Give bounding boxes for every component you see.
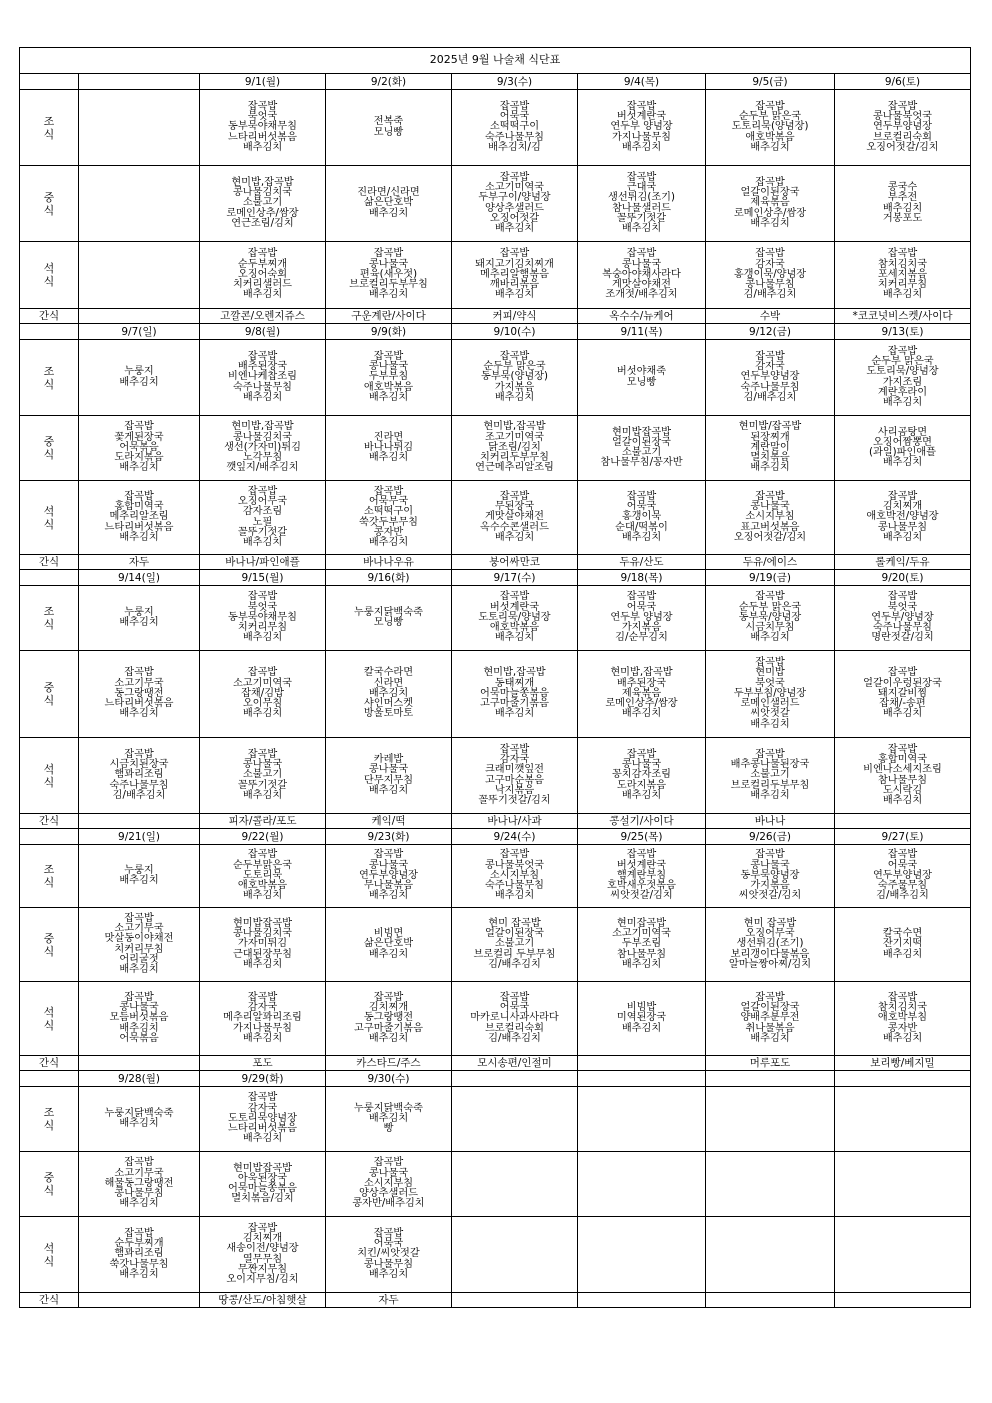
date-cell: 9/14(일) bbox=[79, 570, 200, 586]
menu-cell: 잡곡밥 콩나물국 꽁치감자조림 도라지볶음 배추김치 bbox=[578, 738, 706, 814]
snack-label: 간식 bbox=[20, 814, 79, 829]
snack-row bbox=[20, 555, 971, 570]
dinner-label: 석 식 bbox=[20, 982, 79, 1056]
menu-cell: 잡곡밥 소고기무국 해물동그랑땡전 콩나물무침 배추김치 bbox=[79, 1152, 200, 1217]
menu-cell bbox=[835, 1217, 971, 1293]
date-cell: 9/18(목) bbox=[578, 570, 706, 586]
date-cell: 9/6(토) bbox=[835, 74, 971, 90]
snack-cell: 보리빵/베지밀 bbox=[835, 1056, 971, 1071]
menu-cell: 잡곡밥 김치찌개 새송이전/양념장 열무무침 무짠지무침 오이지무침/김치 bbox=[200, 1217, 326, 1293]
snack-cell bbox=[79, 814, 200, 829]
breakfast-row bbox=[20, 586, 971, 651]
lunch-label: 중 식 bbox=[20, 166, 79, 242]
snack-cell: 고깔콘/오렌지쥬스 bbox=[200, 309, 326, 324]
menu-cell: 잡곡밥 오징어무국 감자조림 노필 꼴뚜기젓갈 배추김치 bbox=[200, 481, 326, 555]
menu-cell: 현미 잡곡밥 얼갈이된장국 소불고기 브로컬리 두부무침 김/배추김치 bbox=[452, 908, 578, 982]
date-cell: 9/9(화) bbox=[326, 324, 452, 340]
lunch-label: 중 식 bbox=[20, 416, 79, 481]
menu-cell: 잡곡밥 콩나물국 소시지부침 표고버섯볶음 오징어젓갈/김치 bbox=[706, 481, 835, 555]
menu-cell bbox=[706, 1217, 835, 1293]
snack-cell: 모시송편/인절미 bbox=[452, 1056, 578, 1071]
menu-cell: 칼국수라면 신라면 배추김치 샤인머스켓 방울토마토 bbox=[326, 651, 452, 738]
date-cell: 9/1(월) bbox=[200, 74, 326, 90]
snack-row bbox=[20, 1056, 971, 1071]
menu-cell: 잡곡밥 어묵국 소떡떡구이 숙주나물무침 배추김치/김 bbox=[452, 90, 578, 166]
snack-cell: 수박 bbox=[706, 309, 835, 324]
date-cell: 9/7(일) bbox=[79, 324, 200, 340]
menu-cell: 잡곡밥 북엇국 동부묵야채무침 치커리무침 배추김치 bbox=[200, 586, 326, 651]
menu-cell bbox=[706, 1087, 835, 1152]
date-header-row bbox=[20, 74, 971, 90]
snack-cell: 콩설기/사이다 bbox=[578, 814, 706, 829]
menu-cell: 잡곡밥 감자국 도토리묵양념장 느타리버섯볶음 배추김치 bbox=[200, 1087, 326, 1152]
menu-cell: 잡곡밥 소고기무국 동그랑땡전 느타리버섯볶음 배추김치 bbox=[79, 651, 200, 738]
corner-cell bbox=[20, 570, 79, 586]
breakfast-label: 조 식 bbox=[20, 340, 79, 416]
menu-cell: 현미 잡곡밥 오징어무국 생선튀김(조기) 보리갱이다물볶음 알마늘짱아찌/김치 bbox=[706, 908, 835, 982]
menu-cell: 잡곡밥 순두부맑은국 도토리묵 애호박볶음 배추김치 bbox=[200, 845, 326, 908]
date-cell bbox=[578, 1071, 706, 1087]
dinner-row bbox=[20, 481, 971, 555]
date-cell: 9/2(화) bbox=[326, 74, 452, 90]
menu-cell: 잡곡밥 북엇국 연두부/양념장 숙주나물무침 명란젓갈/김치 bbox=[835, 586, 971, 651]
date-cell: 9/29(화) bbox=[200, 1071, 326, 1087]
snack-cell: 구운계란/사이다 bbox=[326, 309, 452, 324]
lunch-row bbox=[20, 651, 971, 738]
menu-cell: 누룽지닭백숙죽 모닝빵 bbox=[326, 586, 452, 651]
menu-cell: 잡곡밥 콩나물국 소시지부침 양상추샐러드 콩자반/배추김치 bbox=[326, 1152, 452, 1217]
snack-cell: 커피/약식 bbox=[452, 309, 578, 324]
date-cell: 9/21(일) bbox=[79, 829, 200, 845]
menu-cell bbox=[452, 1087, 578, 1152]
menu-cell: 현미밥,잡곡밥 콩나물김치국 생선(가자미)튀김 노각무침 깻잎지/배추김치 bbox=[200, 416, 326, 481]
snack-cell: 바나나우유 bbox=[326, 555, 452, 570]
menu-cell: 현미밥,잡곡밥 조고기미역국 닭조림/김치 치커리두부무침 연근메추리알조림 bbox=[452, 416, 578, 481]
snack-label: 간식 bbox=[20, 1056, 79, 1071]
menu-cell: 잡곡밥 버섯계란국 도토리묵/양념장 애호박볶음 배추김치 bbox=[452, 586, 578, 651]
menu-cell: 잡곡밥 콩나물북엇국 소시지부침 숙주나물무침 배추김치 bbox=[452, 845, 578, 908]
menu-cell: 카레밥 콩나물국 단무지무침 배추김치 bbox=[326, 738, 452, 814]
menu-cell: 현미밥/잡곡밥 된장찌개 계란말이 멸치볶음 배추김치 bbox=[706, 416, 835, 481]
lunch-label: 중 식 bbox=[20, 908, 79, 982]
menu-cell: 잡곡밥 순두부 맑은국 동부묵(양념장) 가지볶음 배추김치 bbox=[452, 340, 578, 416]
menu-cell: 잡곡밥 콩나물국 편육(새우젓) 브로컬리두부무침 배추김치 bbox=[326, 242, 452, 309]
corner-cell bbox=[20, 829, 79, 845]
menu-cell: 잡곡밥 버섯계란국 햄계란부침 호박새우젓볶음 씨앗젓갈/김치 bbox=[578, 845, 706, 908]
snack-cell: 땅콩/산도/아침햇살 bbox=[200, 1293, 326, 1308]
dinner-row bbox=[20, 738, 971, 814]
snack-cell: 두유/산도 bbox=[578, 555, 706, 570]
menu-cell bbox=[835, 1087, 971, 1152]
breakfast-label: 조 식 bbox=[20, 845, 79, 908]
date-cell: 9/23(화) bbox=[326, 829, 452, 845]
date-cell: 9/11(목) bbox=[578, 324, 706, 340]
menu-cell: 버섯야채죽 모닝빵 bbox=[578, 340, 706, 416]
date-cell: 9/27(토) bbox=[835, 829, 971, 845]
snack-cell: 자두 bbox=[326, 1293, 452, 1308]
menu-cell: 잡곡밥 홍합미역국 비엔나소세지조림 참나물무침 도시락김 배추김치 bbox=[835, 738, 971, 814]
menu-cell: 콩국수 부추전 배추김치 거봉포도 bbox=[835, 166, 971, 242]
lunch-row bbox=[20, 1152, 971, 1217]
date-cell: 9/17(수) bbox=[452, 570, 578, 586]
menu-cell: 잡곡밥 어묵국 마카로니사과사라다 브로컬리숙회 김/배추김치 bbox=[452, 982, 578, 1056]
date-cell: 9/8(월) bbox=[200, 324, 326, 340]
date-cell bbox=[835, 1071, 971, 1087]
date-cell: 9/26(금) bbox=[706, 829, 835, 845]
menu-cell: 잡곡밥 시금치된장국 햄꽈리조림 숙주나물무침 김/배추김치 bbox=[79, 738, 200, 814]
menu-cell: 잡곡밥 근대국 생선튀김(조기) 참나물샐러드 꼴뚜기젓갈 배추김치 bbox=[578, 166, 706, 242]
menu-cell: 잡곡밥 순두부 맑은국 도토리묵(양념장) 애호박볶음 배추김치 bbox=[706, 90, 835, 166]
meal-plan-table bbox=[19, 47, 971, 1308]
menu-cell: 잡곡밥 순두부찌개 오징어숙회 치커리샐러드 배추김치 bbox=[200, 242, 326, 309]
menu-cell: 잡곡밥 배추된장국 비엔나케찹조림 숙주나물무침 배추김치 bbox=[200, 340, 326, 416]
menu-cell: 잡곡밥 김치찌개 애호박전/양념장 콩나물무침 배추김치 bbox=[835, 481, 971, 555]
date-cell: 9/19(금) bbox=[706, 570, 835, 586]
menu-cell: 잡곡밥 현미밥 북엇국 두부부침/양념장 로메인샐러드 씨앗젓갈 배추김치 bbox=[706, 651, 835, 738]
date-cell: 9/12(금) bbox=[706, 324, 835, 340]
menu-cell: 잡곡밥 참치김치국 애호박부침 콩자반 배추김치 bbox=[835, 982, 971, 1056]
snack-cell bbox=[452, 1293, 578, 1308]
date-cell: 9/28(월) bbox=[79, 1071, 200, 1087]
date-header-row bbox=[20, 1071, 971, 1087]
menu-cell: 잡곡밥 얼갈이우렁된장국 돼지갈비찜 잡채/-송편 배추김치 bbox=[835, 651, 971, 738]
menu-cell: 현미밥잡곡밥 얼갈이된장국 소불고기 참나물무침/꽁자반 bbox=[578, 416, 706, 481]
menu-cell: 잡곡밥 버섯계란국 연두부 양념장 가지나물무침 배추김치 bbox=[578, 90, 706, 166]
date-cell: 9/4(목) bbox=[578, 74, 706, 90]
breakfast-row bbox=[20, 845, 971, 908]
snack-label: 간식 bbox=[20, 309, 79, 324]
date-header-row bbox=[20, 324, 971, 340]
lunch-row bbox=[20, 908, 971, 982]
dinner-label: 석 식 bbox=[20, 481, 79, 555]
menu-cell: 잡곡밥 어묵무국 소떡떡구이 쑥갓두부무침 콩자반 배추김치 bbox=[326, 481, 452, 555]
breakfast-label: 조 식 bbox=[20, 90, 79, 166]
snack-cell: 머루포도 bbox=[706, 1056, 835, 1071]
menu-cell: 잡곡밥 감자국 홍갱이묵/양념장 콩나물무침 김/배추김치 bbox=[706, 242, 835, 309]
menu-cell: 현미밥잡곡밥 콩나물김치국 가자미튀김 근대된장무침 배추김치 bbox=[200, 908, 326, 982]
corner-cell bbox=[20, 324, 79, 340]
menu-cell: 잡곡밥 콩나물국 연두부양념장 무나물볶음 배추김치 bbox=[326, 845, 452, 908]
menu-cell: 잡곡밥 어묵국 치킨/씨앗젓갈 콩나물무침 배추김치 bbox=[326, 1217, 452, 1293]
corner-cell bbox=[20, 1071, 79, 1087]
date-cell bbox=[706, 1071, 835, 1087]
menu-cell: 사리곰탕면 오징어짬뽕면 (과일)파인애플 배추김치 bbox=[835, 416, 971, 481]
menu-cell: 비빔밥 미역된장국 배추김치 bbox=[578, 982, 706, 1056]
snack-cell bbox=[79, 309, 200, 324]
snack-cell: *코코넛비스켓/사이다 bbox=[835, 309, 971, 324]
menu-cell: 진라면 바나나튀김 배추김치 bbox=[326, 416, 452, 481]
date-cell: 9/15(월) bbox=[200, 570, 326, 586]
title-row bbox=[20, 48, 971, 74]
lunch-row bbox=[20, 416, 971, 481]
snack-cell: 바나나/파인애플 bbox=[200, 555, 326, 570]
snack-cell: 롤케익/두유 bbox=[835, 555, 971, 570]
date-cell: 9/25(목) bbox=[578, 829, 706, 845]
menu-cell bbox=[706, 1152, 835, 1217]
menu-cell: 잡곡밥 콩나물북엇국 연두부양념장 브로컬리숙회 오징어젓갈/김치 bbox=[835, 90, 971, 166]
menu-cell: 현미밥,잡곡밥 콩나물김치국 소불고기 로메인상추/쌈장 연근조림/김치 bbox=[200, 166, 326, 242]
date-cell: 9/13(토) bbox=[835, 324, 971, 340]
menu-cell: 잡곡밥 홍합미역국 메추리알조림 느타리버섯볶음 배추김치 bbox=[79, 481, 200, 555]
date-cell: 9/30(수) bbox=[326, 1071, 452, 1087]
date-cell: 9/5(금) bbox=[706, 74, 835, 90]
menu-cell bbox=[79, 242, 200, 309]
snack-cell: 바나나 bbox=[706, 814, 835, 829]
snack-cell bbox=[578, 1056, 706, 1071]
menu-cell: 잡곡밥 콩나물국 동부묵양념장 가지볶음 씨앗젓갈/김치 bbox=[706, 845, 835, 908]
menu-cell bbox=[79, 90, 200, 166]
menu-cell bbox=[79, 166, 200, 242]
menu-cell: 누룽지 배추김치 bbox=[79, 586, 200, 651]
date-cell bbox=[79, 74, 200, 90]
snack-cell bbox=[79, 1293, 200, 1308]
breakfast-row bbox=[20, 1087, 971, 1152]
menu-cell: 잡곡밥 어묵국 연두부 양념장 가지볶음 김/순무김치 bbox=[578, 586, 706, 651]
date-cell bbox=[452, 1071, 578, 1087]
menu-cell: 잡곡밥 감자국 크래미깻잎전 고구마순볶음 낙지볶음 꼴뚜기젓갈/김치 bbox=[452, 738, 578, 814]
menu-cell: 잡곡밥 김치찌개 동그랑땡전 고구마줄기볶음 배추김치 bbox=[326, 982, 452, 1056]
snack-cell bbox=[835, 1293, 971, 1308]
menu-cell: 잡곡밥 소고기무국 맛살동이야채전 치커리무침 어리굴젓 배추김치 bbox=[79, 908, 200, 982]
date-cell: 9/16(화) bbox=[326, 570, 452, 586]
snack-cell bbox=[835, 814, 971, 829]
snack-cell bbox=[578, 1293, 706, 1308]
date-cell: 9/20(토) bbox=[835, 570, 971, 586]
snack-row bbox=[20, 814, 971, 829]
menu-cell: 누룽지 배추김치 bbox=[79, 845, 200, 908]
date-header-row bbox=[20, 570, 971, 586]
menu-cell: 전복죽 모닝빵 bbox=[326, 90, 452, 166]
snack-cell: 자두 bbox=[79, 555, 200, 570]
lunch-label: 중 식 bbox=[20, 1152, 79, 1217]
breakfast-label: 조 식 bbox=[20, 586, 79, 651]
snack-cell: 붕어싸만코 bbox=[452, 555, 578, 570]
lunch-label: 중 식 bbox=[20, 651, 79, 738]
menu-cell: 잡곡밥 감자국 메추리알꽈리조림 가지나물무침 배추김치 bbox=[200, 982, 326, 1056]
menu-cell: 잡곡밥 북엇국 동부묵야채무침 느타리버섯볶음 배추김치 bbox=[200, 90, 326, 166]
dinner-row bbox=[20, 242, 971, 309]
snack-cell: 피자/콜라/포도 bbox=[200, 814, 326, 829]
dinner-label: 석 식 bbox=[20, 738, 79, 814]
menu-cell: 현미밥,잡곡밥 배추된장국 제육볶음 로메인상추/쌈장 배추김치 bbox=[578, 651, 706, 738]
menu-cell: 잡곡밥 콩나물국 모듬버섯볶음 배추김치 어묵볶음 bbox=[79, 982, 200, 1056]
menu-cell bbox=[578, 1217, 706, 1293]
date-cell: 9/10(수) bbox=[452, 324, 578, 340]
date-header-row bbox=[20, 829, 971, 845]
menu-cell: 잡곡밥 소고기미역국 잡채/김밥 오이무침 배추김치 bbox=[200, 651, 326, 738]
snack-row bbox=[20, 309, 971, 324]
menu-cell: 잡곡밥 콩나물국 복숭아야채사라다 게맛살야채전 조개젓/배추김치 bbox=[578, 242, 706, 309]
menu-cell: 잡곡밥 무된장국 게맛살야채전 옥수수콘샐러드 배추김치 bbox=[452, 481, 578, 555]
dinner-label: 석 식 bbox=[20, 242, 79, 309]
menu-cell: 현미잡곡밥 소고기미역국 두부조림 참나물무침 배추김치 bbox=[578, 908, 706, 982]
menu-cell: 비빔면 삶은단호박 배추김치 bbox=[326, 908, 452, 982]
lunch-row bbox=[20, 166, 971, 242]
menu-cell: 잡곡밥 얼갈이된장국 양배추분무전 취나물볶음 배추김치 bbox=[706, 982, 835, 1056]
menu-cell: 잡곡밥 어묵국 홍갱이묵 순대/떡볶이 배추김치 bbox=[578, 481, 706, 555]
menu-title: 2025년 9월 나술채 식단표 bbox=[20, 48, 971, 74]
snack-cell: 두유/에이스 bbox=[706, 555, 835, 570]
breakfast-row bbox=[20, 90, 971, 166]
breakfast-row bbox=[20, 340, 971, 416]
breakfast-label: 조 식 bbox=[20, 1087, 79, 1152]
menu-cell: 잡곡밥 어묵국 연두부양념장 숙주물무침 김/배추김치 bbox=[835, 845, 971, 908]
menu-cell bbox=[578, 1087, 706, 1152]
menu-cell: 진라면/신라면 삶은단호박 배추김치 bbox=[326, 166, 452, 242]
snack-cell: 포도 bbox=[200, 1056, 326, 1071]
snack-cell bbox=[706, 1293, 835, 1308]
date-cell: 9/22(월) bbox=[200, 829, 326, 845]
menu-cell: 잡곡밥 배추콩나물된장국 소불고기 브로컬리두부무침 배추김치 bbox=[706, 738, 835, 814]
snack-cell bbox=[79, 1056, 200, 1071]
menu-cell: 잡곡밥 순두부 맑은국 도토리묵/양념장 가지조림 계란후라이 배추김치 bbox=[835, 340, 971, 416]
menu-cell: 잡곡밥 돼지고기김치찌개 메추리알햄볶음 깨바리볶음 배추김치 bbox=[452, 242, 578, 309]
snack-cell: 바나나/사과 bbox=[452, 814, 578, 829]
menu-cell: 잡곡밥 꽃게된장국 어묵볶음 도라지볶음 배추김치 bbox=[79, 416, 200, 481]
menu-cell: 잡곡밥 순두부찌개 햄꽈리조림 쑥갓나물무침 배추김치 bbox=[79, 1217, 200, 1293]
snack-row bbox=[20, 1293, 971, 1308]
menu-cell bbox=[452, 1152, 578, 1217]
menu-cell bbox=[578, 1152, 706, 1217]
menu-cell: 잡곡밥 얼갈이된장국 제육볶음 로메인상추/쌈장 배추김치 bbox=[706, 166, 835, 242]
menu-cell bbox=[835, 1152, 971, 1217]
menu-cell: 누룽지닭백숙죽 배추김치 bbox=[79, 1087, 200, 1152]
menu-cell: 잡곡밥 콩나물국 두부부침 애호박볶음 배추김치 bbox=[326, 340, 452, 416]
snack-cell: 카스타드/주스 bbox=[326, 1056, 452, 1071]
menu-cell: 현미밥잡곡밥 아욱된장국 어묵마늘쫑볶음 멸치볶음/김치 bbox=[200, 1152, 326, 1217]
snack-cell: 옥수수/뉴케어 bbox=[578, 309, 706, 324]
menu-cell: 누룽지닭백숙죽 배추김치 빵 bbox=[326, 1087, 452, 1152]
menu-cell: 칼국수면 잔기지떡 배추김치 bbox=[835, 908, 971, 982]
menu-cell: 잡곡밥 순두부 맑은국 동부묵/양념장 시금치무침 배추김치 bbox=[706, 586, 835, 651]
menu-cell: 잡곡밥 소고기미역국 두부구이/양념장 양상추샐러드 오징어젓갈 배추김치 bbox=[452, 166, 578, 242]
dinner-row bbox=[20, 982, 971, 1056]
date-cell: 9/3(수) bbox=[452, 74, 578, 90]
dinner-label: 석 식 bbox=[20, 1217, 79, 1293]
menu-cell: 잡곡밥 콩나물국 소불고기 꼴뚜기젓갈 배추김치 bbox=[200, 738, 326, 814]
date-cell: 9/24(수) bbox=[452, 829, 578, 845]
dinner-row bbox=[20, 1217, 971, 1293]
snack-cell: 케익/떡 bbox=[326, 814, 452, 829]
snack-label: 간식 bbox=[20, 555, 79, 570]
menu-cell: 누룽지 배추김치 bbox=[79, 340, 200, 416]
menu-cell: 현미밥,잡곡밥 동태찌개 어묵마늘쫑볶음 고구마줄기볶음 배추김치 bbox=[452, 651, 578, 738]
menu-cell bbox=[452, 1217, 578, 1293]
snack-label: 간식 bbox=[20, 1293, 79, 1308]
corner-cell bbox=[20, 74, 79, 90]
menu-cell: 잡곡밥 참치김치국 포세지볶음 치커리무침 배추김치 bbox=[835, 242, 971, 309]
menu-cell: 잡곡밥 감자국 연두부양념장 숙주나물무침 김/배추김치 bbox=[706, 340, 835, 416]
